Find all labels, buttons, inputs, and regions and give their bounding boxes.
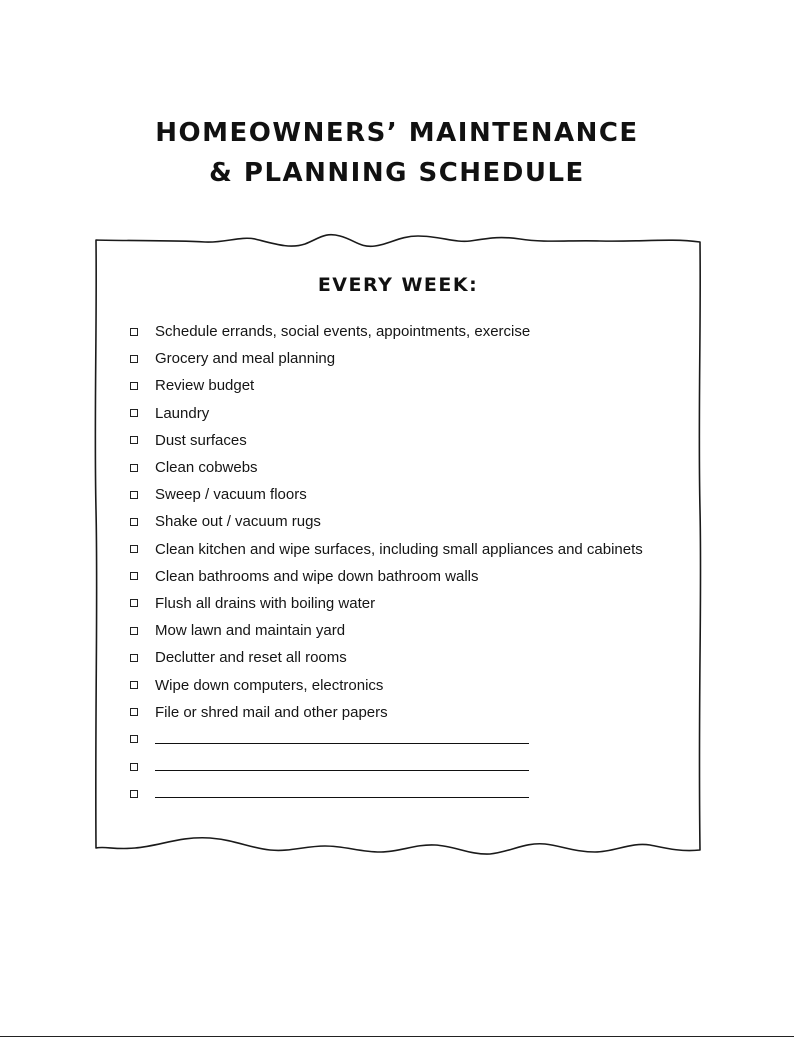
checkbox-icon[interactable]: [130, 572, 138, 580]
checklist-item[interactable]: [128, 481, 643, 508]
checkbox-icon[interactable]: [130, 735, 138, 743]
task-label: Dust surfaces: [155, 431, 247, 449]
checkbox-icon[interactable]: [130, 328, 138, 336]
checklist-item[interactable]: [128, 318, 643, 345]
blank-write-in-line[interactable]: [155, 729, 529, 744]
task-label: Review budget: [155, 377, 255, 395]
checkbox-icon[interactable]: [130, 708, 138, 716]
checklist-item[interactable]: [128, 400, 643, 427]
checkbox-icon[interactable]: [130, 491, 138, 499]
task-label: Clean kitchen and wipe surfaces, including small appliances and cabinets: [155, 540, 643, 558]
checkbox-icon[interactable]: [130, 382, 138, 390]
task-label: Laundry: [155, 404, 210, 422]
checklist-item[interactable]: [128, 644, 643, 671]
checkbox-icon[interactable]: [130, 763, 138, 771]
checklist-item[interactable]: [128, 427, 643, 454]
task-label: Shake out / vacuum rugs: [155, 513, 321, 531]
task-label: Clean cobwebs: [155, 459, 258, 477]
checkbox-icon[interactable]: [130, 464, 138, 472]
checklist-item[interactable]: [128, 508, 643, 535]
section-heading: EVERY WEEK:: [317, 274, 479, 296]
page-title-line-2: & PLANNING SCHEDULE: [209, 158, 585, 189]
task-label: File or shred mail and other papers: [155, 703, 388, 721]
checkbox-icon[interactable]: [130, 436, 138, 444]
checkbox-icon[interactable]: [130, 409, 138, 417]
checklist-item[interactable]: [128, 345, 643, 372]
page-title-line-1: HOMEOWNERS’ MAINTENANCE: [155, 118, 639, 149]
checkbox-icon[interactable]: [130, 545, 138, 553]
checkbox-icon[interactable]: [130, 681, 138, 689]
checklist-item[interactable]: [128, 617, 643, 644]
checklist-item[interactable]: [128, 536, 643, 563]
blank-checklist-item[interactable]: [128, 726, 643, 753]
checkbox-icon[interactable]: [130, 518, 138, 526]
checklist-item[interactable]: [128, 454, 643, 481]
task-label: Schedule errands, social events, appointments, exercise: [155, 323, 531, 341]
checklist-item[interactable]: [128, 699, 643, 726]
blank-checklist-item[interactable]: [128, 753, 643, 780]
task-label: Flush all drains with boiling water: [155, 594, 376, 612]
task-label: Wipe down computers, electronics: [155, 676, 384, 694]
checkbox-icon[interactable]: [130, 599, 138, 607]
checkbox-icon[interactable]: [130, 355, 138, 363]
task-label: Sweep / vacuum floors: [155, 486, 307, 504]
page-bottom-border: [0, 1036, 794, 1037]
blank-checklist-item[interactable]: [128, 780, 643, 807]
checklist-item[interactable]: [128, 563, 643, 590]
checklist-item[interactable]: [128, 590, 643, 617]
checkbox-icon[interactable]: [130, 627, 138, 635]
checkbox-icon[interactable]: [130, 654, 138, 662]
checklist-item[interactable]: [128, 372, 643, 399]
task-checklist: [128, 318, 643, 807]
task-label: Grocery and meal planning: [155, 350, 336, 368]
blank-write-in-line[interactable]: [155, 783, 529, 798]
checklist-item[interactable]: [128, 671, 643, 698]
task-label: Declutter and reset all rooms: [155, 649, 347, 667]
checkbox-icon[interactable]: [130, 790, 138, 798]
task-label: Clean bathrooms and wipe down bathroom walls: [155, 567, 479, 585]
task-label: Mow lawn and maintain yard: [155, 622, 346, 640]
blank-write-in-line[interactable]: [155, 756, 529, 771]
